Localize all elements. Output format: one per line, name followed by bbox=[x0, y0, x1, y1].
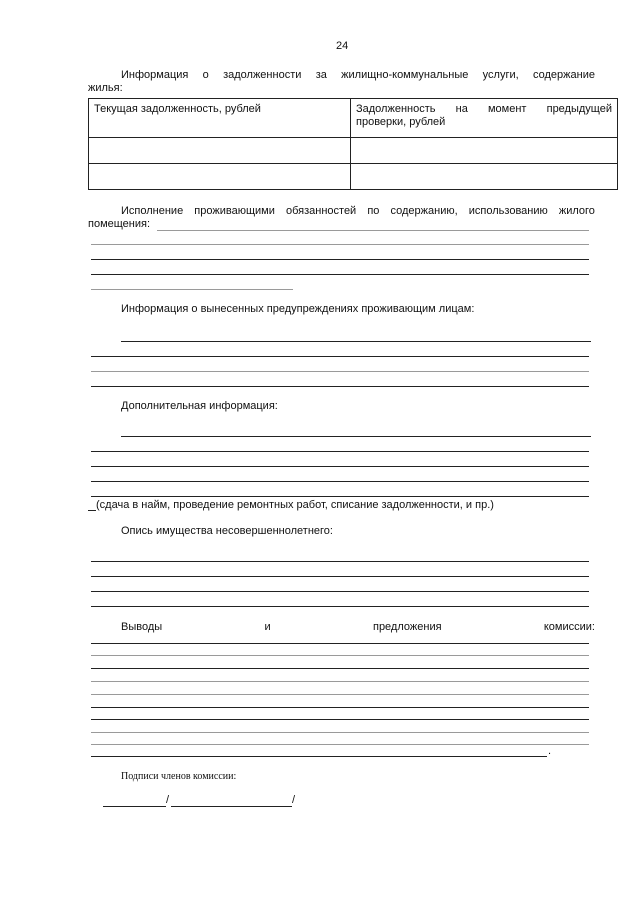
conclusions-fill-line[interactable] bbox=[91, 655, 589, 656]
additional-note: (сдача в найм, проведение ремонтных работ, списание задолженности, и пр.) bbox=[96, 499, 494, 511]
additional-fill-line[interactable] bbox=[91, 496, 589, 497]
additional-fill-line[interactable] bbox=[91, 466, 589, 467]
additional-note-underscore bbox=[88, 510, 96, 511]
duties-word: Исполнение bbox=[121, 205, 184, 217]
warnings-fill-line[interactable] bbox=[91, 386, 589, 387]
header-previous-line1 bbox=[356, 103, 612, 116]
duties-fill-line[interactable] bbox=[91, 289, 293, 290]
debt-previous-cell[interactable] bbox=[351, 164, 618, 190]
conclusions-fill-line[interactable] bbox=[91, 732, 589, 733]
conclusions-fill-line[interactable] bbox=[91, 668, 589, 669]
duties-word: содержанию, bbox=[390, 205, 458, 217]
header-previous-line2: проверки, рублей bbox=[356, 116, 446, 128]
duties-label: помещения: bbox=[88, 218, 151, 230]
header-previous-word: предыдущей bbox=[546, 103, 612, 115]
conclusions-word: предложения bbox=[372, 621, 442, 633]
table-row bbox=[89, 164, 618, 190]
duties-word: проживающими bbox=[194, 205, 275, 217]
duties-word: обязанностей bbox=[285, 205, 357, 217]
warnings-fill-line[interactable] bbox=[121, 341, 591, 342]
signature-slash: / bbox=[292, 794, 296, 806]
debt-intro-word: жилищно-коммунальные bbox=[341, 69, 469, 81]
debt-table-header-row bbox=[89, 99, 618, 138]
duties-fill-line[interactable] bbox=[91, 244, 589, 245]
conclusions-fill-line[interactable] bbox=[91, 756, 547, 757]
conclusions-heading bbox=[121, 621, 595, 634]
conclusions-end-mark: . bbox=[548, 745, 552, 757]
table-row bbox=[89, 138, 618, 164]
conclusions-word: комиссии: bbox=[543, 621, 595, 633]
debt-intro-word: о bbox=[202, 69, 209, 81]
duties-word: по bbox=[367, 205, 380, 217]
conclusions-fill-line[interactable] bbox=[91, 694, 589, 695]
debt-intro-word: содержание bbox=[532, 69, 595, 81]
signature-slash: / bbox=[166, 794, 170, 806]
debt-intro-line2: жилья: bbox=[88, 82, 123, 94]
debt-intro-line1 bbox=[121, 69, 595, 82]
debt-intro-word: Информация bbox=[121, 69, 189, 81]
debt-table-header-current bbox=[89, 99, 351, 138]
warnings-fill-line[interactable] bbox=[91, 356, 589, 357]
debt-table-header-previous bbox=[351, 99, 618, 138]
duties-line1 bbox=[121, 205, 595, 218]
conclusions-fill-line[interactable] bbox=[91, 744, 589, 745]
duties-fill-line[interactable] bbox=[157, 230, 589, 231]
conclusions-word: Выводы bbox=[121, 621, 163, 633]
conclusions-word: и bbox=[264, 621, 271, 633]
debt-current-cell[interactable] bbox=[89, 164, 351, 190]
signature-name-line[interactable] bbox=[171, 806, 292, 807]
debt-previous-cell[interactable] bbox=[351, 138, 618, 164]
additional-fill-line[interactable] bbox=[91, 451, 589, 452]
duties-word: жилого bbox=[558, 205, 595, 217]
conclusions-fill-line[interactable] bbox=[91, 643, 589, 644]
additional-fill-line[interactable] bbox=[121, 436, 591, 437]
additional-fill-line[interactable] bbox=[91, 481, 589, 482]
debt-table bbox=[88, 98, 618, 190]
additional-label: Дополнительная информация: bbox=[121, 400, 278, 412]
page-number: 24 bbox=[336, 40, 349, 52]
debt-current-cell[interactable] bbox=[89, 138, 351, 164]
duties-word: использованию bbox=[468, 205, 548, 217]
inventory-fill-line[interactable] bbox=[91, 561, 589, 562]
inventory-fill-line[interactable] bbox=[91, 576, 589, 577]
duties-fill-line[interactable] bbox=[91, 259, 589, 260]
header-previous-word: Задолженность bbox=[356, 103, 436, 115]
inventory-fill-line[interactable] bbox=[91, 591, 589, 592]
conclusions-fill-line[interactable] bbox=[91, 719, 589, 720]
signature-line[interactable] bbox=[103, 806, 166, 807]
inventory-fill-line[interactable] bbox=[91, 606, 589, 607]
debt-intro-word: задолженности bbox=[223, 69, 302, 81]
warnings-label: Информация о вынесенных предупреждениях проживающим лицам: bbox=[121, 303, 475, 315]
duties-fill-line[interactable] bbox=[91, 274, 589, 275]
header-previous-word: момент bbox=[487, 103, 527, 115]
debt-intro-word: за bbox=[315, 69, 327, 81]
inventory-label: Опись имущества несовершеннолетнего: bbox=[121, 525, 333, 537]
warnings-fill-line[interactable] bbox=[91, 371, 589, 372]
header-previous-word: на bbox=[455, 103, 468, 115]
signatures-label: Подписи членов комиссии: bbox=[121, 771, 237, 782]
conclusions-fill-line[interactable] bbox=[91, 681, 589, 682]
header-current-label: Текущая задолженность, рублей bbox=[94, 103, 261, 115]
conclusions-fill-line[interactable] bbox=[91, 707, 589, 708]
debt-intro-word: услуги, bbox=[482, 69, 519, 81]
